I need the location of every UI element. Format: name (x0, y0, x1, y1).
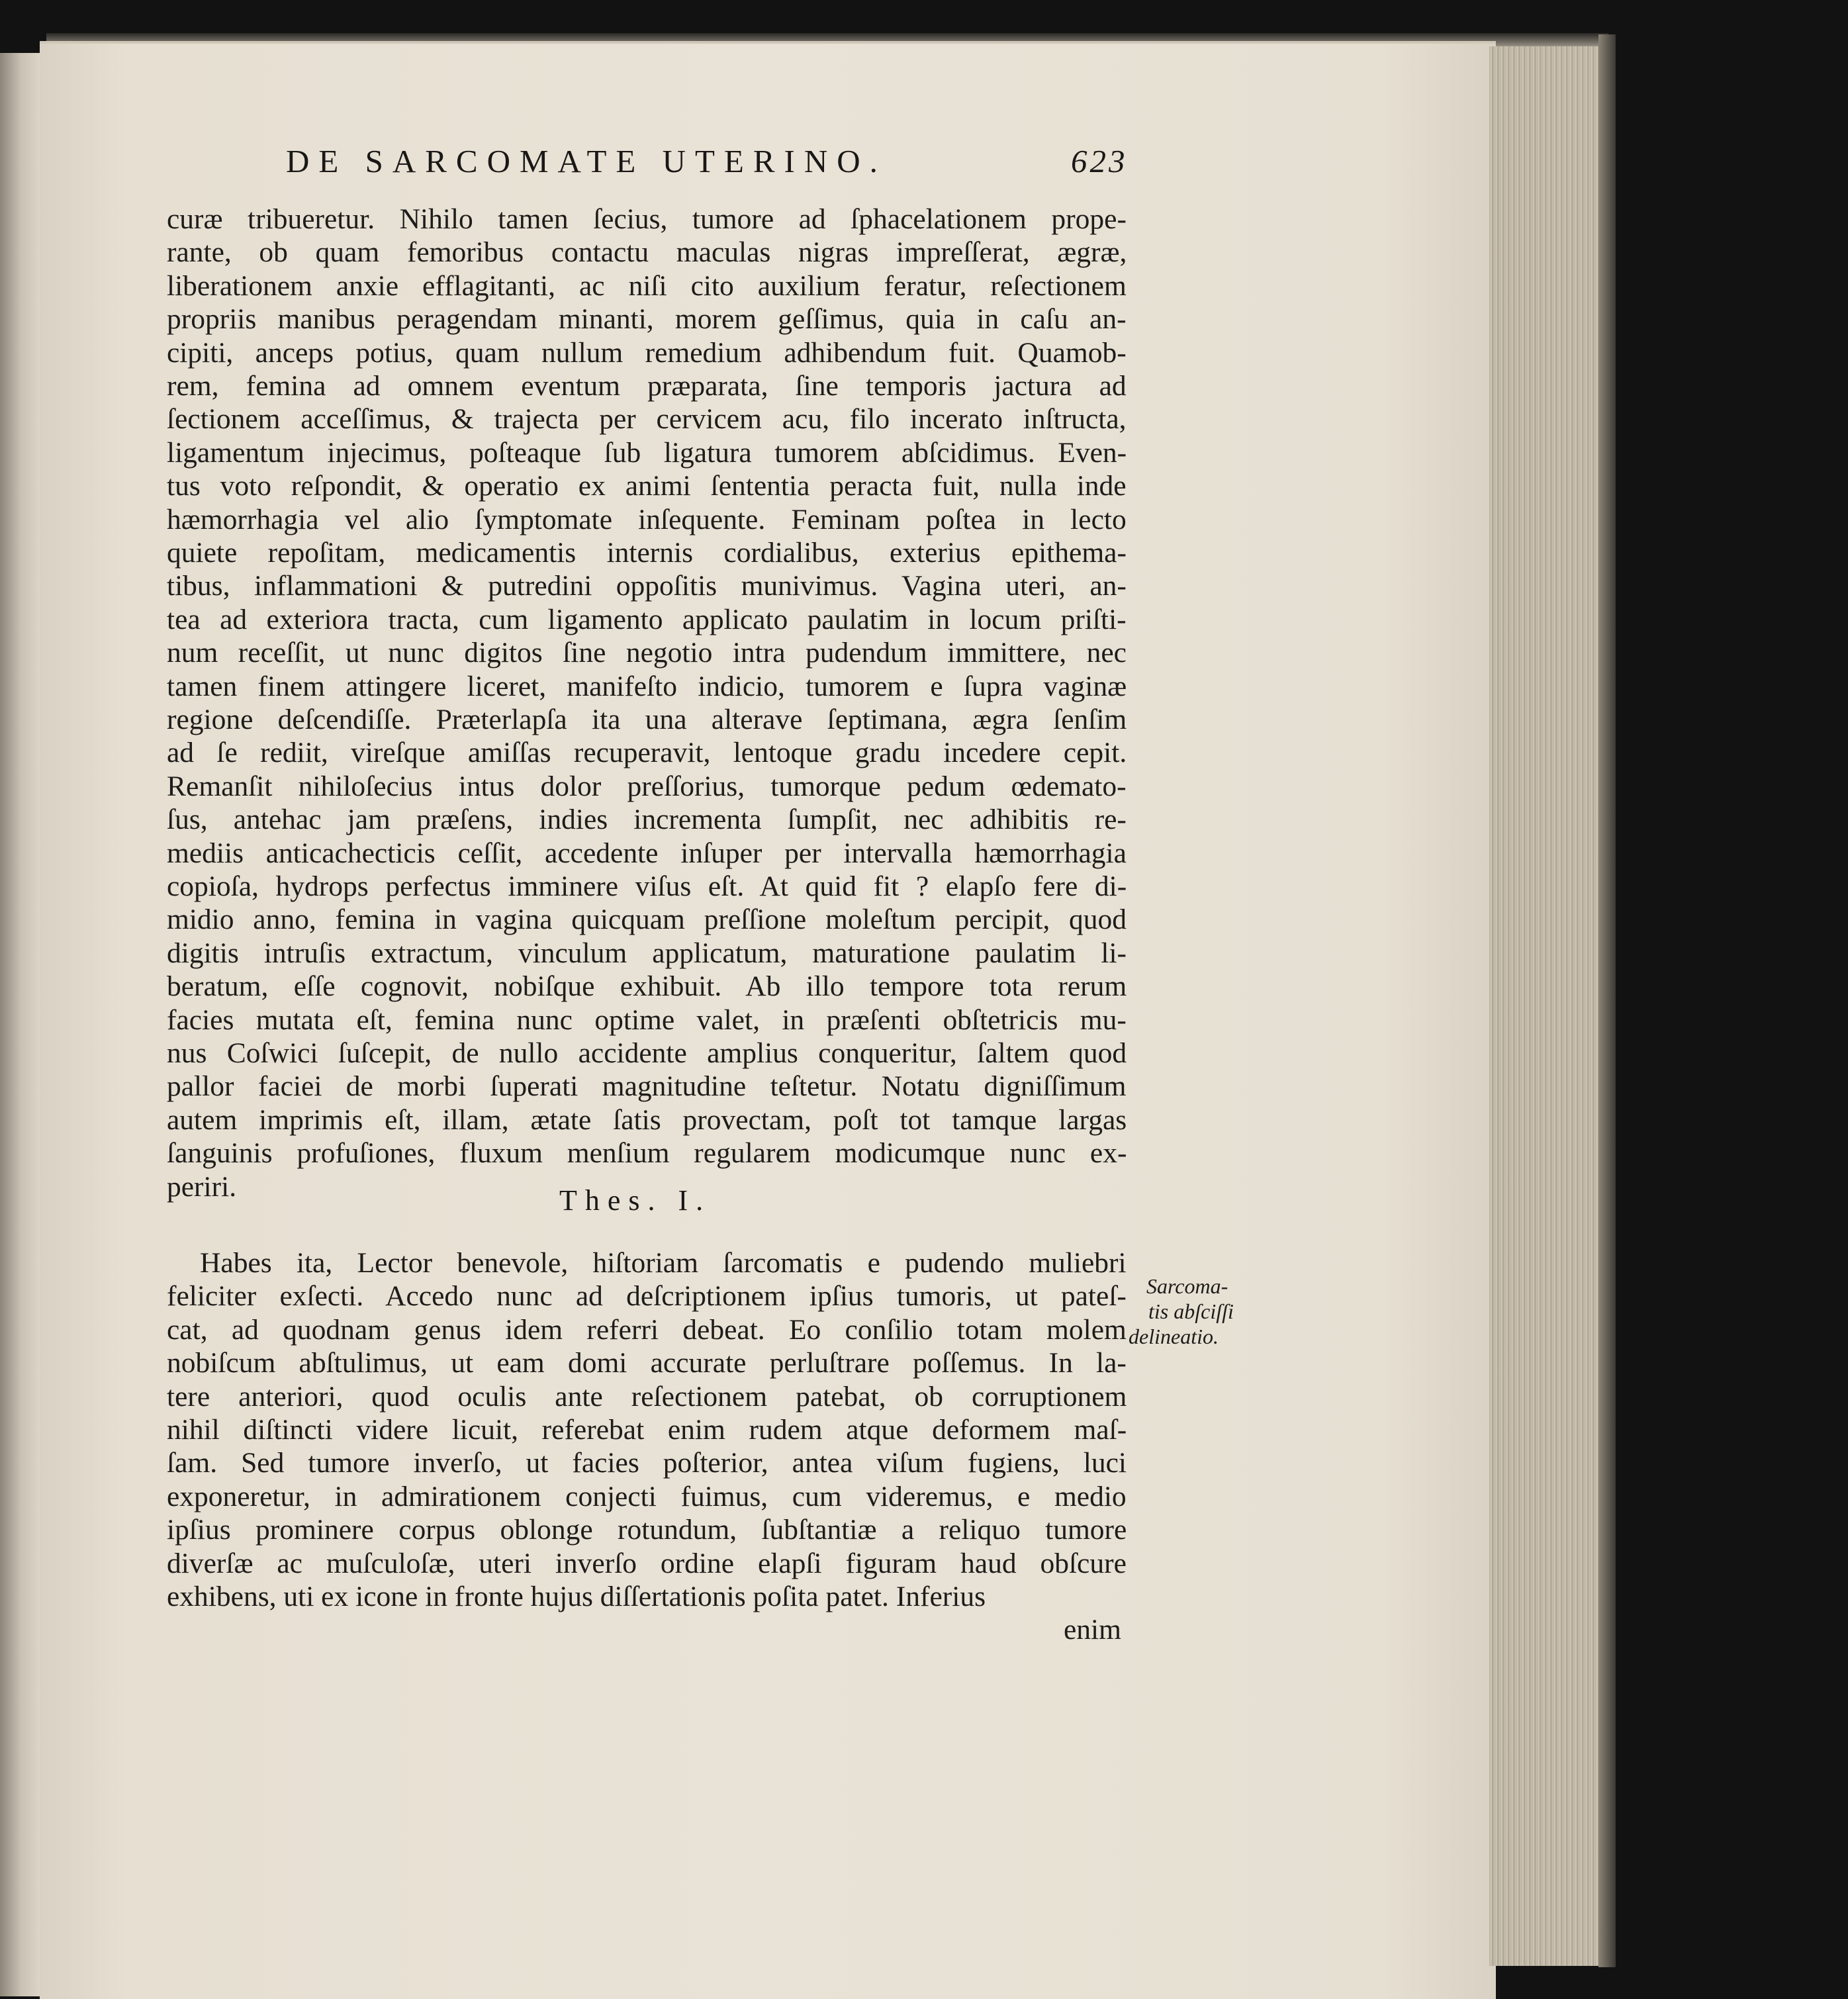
text-line: facies mutata eſt, femina nunc optime valet, in præſenti obſtetricis mu- (167, 1003, 1127, 1036)
text-line: feliciter exſecti. Accedo nunc ad deſcriptionem ipſius tumoris, ut pateſ- (167, 1280, 1127, 1313)
text-line: diverſæ ac muſculoſæ, uteri inverſo ordine elapſi figuram haud obſcure (167, 1547, 1127, 1579)
margin-note-line: delineatio. (1129, 1325, 1219, 1348)
text-line: rem, femina ad omnem eventum præparata, ſine temporis jactura ad (167, 370, 1127, 402)
text-line: cat, ad quodnam genus idem referri debeat. Eo conſilio totam molem (167, 1313, 1127, 1346)
text-line: hæmorrhagia vel alio ſymptomate inſequente. Feminam poſtea in lecto (167, 503, 1127, 535)
section-heading: Thes. I. (559, 1184, 712, 1217)
text-line: ſam. Sed tumore inverſo, ut facies poſterior, antea viſum fugiens, luci (167, 1447, 1127, 1479)
text-line: rante, ob quam femoribus contactu maculas nigras impreſſerat, ægræ, (167, 236, 1127, 269)
text-line: Remanſit nihiloſecius intus dolor preſſorius, tumorque pedum œdemato- (167, 770, 1127, 802)
text-line: pallor faciei de morbi ſuperati magnitudine teſtetur. Notatu digniſſimum (167, 1070, 1127, 1103)
text-line: tamen finem attingere liceret, manifeſto indicio, tumorem e ſupra vaginæ (167, 670, 1127, 702)
running-head: DE SARCOMATE UTERINO. (286, 143, 887, 179)
text-line: ad ſe rediit, vireſque amiſſas recuperavit, lentoque gradu incedere cepit. (167, 737, 1127, 769)
text-line: ſanguinis profuſiones, fluxum menſium regularem modicumque nunc ex- (167, 1137, 1127, 1170)
text-line: nobiſcum abſtulimus, ut eam domi accurate perluſtrare poſſemus. In la- (167, 1347, 1127, 1379)
text-line: exhibens, uti ex icone in fronte hujus diſſertationis poſita patet. Inferius (167, 1581, 986, 1612)
page-number: 623 (1071, 143, 1128, 179)
text-line: tus voto reſpondit, & operatio ex animi ſententia peracta fuit, nulla inde (167, 470, 1127, 502)
text-line: periri. (167, 1170, 237, 1203)
text-line: tea ad exteriora tracta, cum ligamento applicato paulatim in locum priſti- (167, 603, 1127, 635)
text-line: curæ tribueretur. Nihilo tamen ſecius, tumore ad ſphacelationem prope- (167, 203, 1127, 235)
text-line: quiete repoſitam, medicamentis internis cordialibus, exterius epithema- (167, 537, 1127, 569)
text-line: Habes ita, Lector benevole, hiſtoriam ſarcomatis e pudendo muliebri (200, 1247, 1127, 1279)
text-line: regione deſcendiſſe. Præterlapſa ita una alterave ſeptimana, ægra ſenſim (167, 704, 1127, 735)
text-line: tere anteriori, quod oculis ante reſectionem patebat, ob corruptionem (167, 1380, 1127, 1413)
text-line: liberationem anxie efflagitanti, ac niſi cito auxilium feratur, reſectionem (167, 269, 1127, 302)
text-line: propriis manibus peragendam minanti, morem geſſimus, quia in caſu an- (167, 303, 1127, 336)
text-line: ſectionem acceſſimus, & trajecta per cervicem acu, filo incerato inſtructa, (167, 403, 1127, 436)
text-line: num receſſit, ut nunc digitos ſine negotio intra pudendum immittere, nec (167, 637, 1127, 669)
text-line: beratum, eſſe cognovit, nobiſque exhibuit. Ab illo tempore tota rerum (167, 970, 1127, 1003)
text-line: autem imprimis eſt, illam, ætate ſatis provectam, poſt tot tamque largas (167, 1103, 1127, 1136)
catchword-text: enim (1064, 1614, 1121, 1646)
text-line: digitis intruſis extractum, vinculum applicatum, maturatione paulatim li- (167, 937, 1127, 969)
text-line: midio anno, femina in vagina quicquam preſſione moleſtum percipit, quod (167, 904, 1127, 936)
text-line: nus Coſwici ſuſcepit, de nullo accidente amplius conqueritur, ſaltem quod (167, 1037, 1127, 1069)
text-line: ipſius prominere corpus oblonge rotundum, ſubſtantiæ a reliquo tumore (167, 1514, 1127, 1546)
page-block-edges (1489, 46, 1598, 1966)
text-line: mediis anticachecticis ceſſit, accedente inſuper per intervalla hæmorrhagia (167, 837, 1127, 869)
text-line: nihil diſtincti videre licuit, referebat enim rudem atque deformem maſ- (167, 1414, 1127, 1446)
text-line: exponeretur, in admirationem conjecti fuimus, cum videremus, e medio (167, 1480, 1127, 1512)
text-line: cipiti, anceps potius, quam nullum remedium adhibendum fuit. Quamob- (167, 336, 1127, 369)
margin-note-line: tis abſciſſi (1148, 1299, 1234, 1323)
margin-note-line: Sarcoma- (1146, 1274, 1228, 1298)
text-line: tibus, inflammationi & putredini oppoſitis munivimus. Vagina uteri, an- (167, 570, 1127, 602)
text-line: copioſa, hydrops perfectus imminere viſus eſt. At quid fit ? elapſo fere di- (167, 870, 1127, 902)
cover-edge-shadow (1598, 34, 1616, 1967)
text-line: ligamentum injecimus, poſteaque ſub ligatura tumorem abſcidimus. Even- (167, 436, 1127, 469)
text-line: ſus, antehac jam præſens, indies incrementa ſumpſit, nec adhibitis re- (167, 804, 1127, 836)
